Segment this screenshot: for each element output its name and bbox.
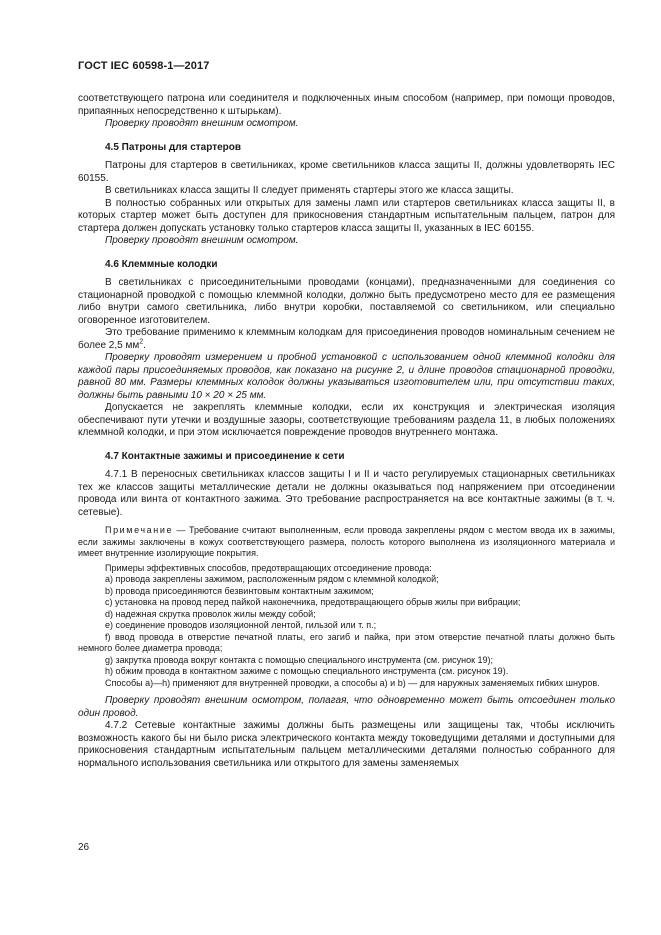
section-4-5-paragraph-2: В светильниках класса защиты II следует применять стартеры этого же класса защиты.	[105, 185, 514, 196]
list-item: b) провода присоединяются безвинтовым контактным зажимом;	[105, 585, 374, 596]
clause-4-7-2: 4.7.2 Сетевые контактные зажимы должны быть размещены или защищены так, чтобы исключить возможность какого бы ни было риска электрического контакта между токоведущими деталями и доступными для прикосновения стандартным испытательным пальцем металлическими деталями полностью собранного для нормального использования светильника или открытого для замены заменяемых	[78, 720, 615, 769]
list-item: c) установка на провод перед пайкой наконечника, предотвращающего обрыв жилы при вибрации;	[105, 597, 521, 607]
list-item: f) ввод провода в отверстие печатной платы, его загиб и пайка, при этом отверстие печатной платы должно быть немного более диаметра провода;	[78, 631, 615, 653]
section-4-6-paragraph-2: Это требование применимо к клеммным колодкам для присоединения проводов номинальным сечением не более 2,5 $мм^2$.	[78, 327, 615, 351]
section-4-5-paragraph-3: В полностью собранных или открытых для замены ламп или стартеров светильниках класса защиты II, в которых стартер может быть доступен для прикосновения стандартным испытательным пальцем, патрон для стартера должен допускать установку только стартеров класса защиты II, указанных в IEC 60155.	[78, 197, 615, 234]
list-item: g) закрутка провода вокруг контакта с помощью специального инструмента (см. рисунок 19);	[105, 654, 494, 665]
list-item: e) соединение проводов изоляционной лентой, гильзой или т. п.;	[105, 620, 377, 630]
document-header: ГОСТ IEC 60598-1—2017	[78, 60, 210, 72]
section-4-6-check: Проверку проводят измерением и пробной установкой с использованием одной клеммной колодки для каждой пары присоединяемых проводов, как показано на рисунке 2, и длине проводов стационарной проводки, равной 80 мм. Размеры клеммных колодок должны указываться изготовителем или, при отсутствии таких, должны быть равными 10 × 20 × 25 мм.	[78, 352, 615, 401]
list-item: а) провода закреплены зажимом, расположенным рядом с клеммной колодкой;	[105, 574, 439, 584]
section-4-6-paragraph-4: Допускается не закреплять клеммные колодки, если их конструкция и электрическая изоляция обеспечивают пути утечки и воздушные зазоры, соответствующие требованиям раздела 11, в любых положениях клеммной колодки, и при этом исключается повреждение проводов внутреннего монтажа.	[78, 402, 615, 438]
section-4-5-check: Проверку проводят внешним осмотром.	[105, 235, 299, 246]
intro-check: Проверку проводят внешним осмотром.	[105, 118, 299, 129]
section-4-6-paragraph-1: В светильниках с присоединительными проводами (концами), предназначенными для соединения со стационарной проводкой с помощью клеммной колодки, должно быть предусмотрено место для ее размещения либо внутри самого светильника, либо внутри коробки, поставляемой со светильником, или специально оговоренное изготовителем.	[78, 277, 615, 326]
section-4-7-heading: 4.7 Контактные зажимы и присоединение к сети	[105, 450, 345, 462]
intro-paragraph: соответствующего патрона или соединителя и подключенных иным способом (например, при помощи проводов, припаянных непосредственно к штырькам).	[78, 93, 615, 117]
note-block	[78, 525, 615, 689]
list-item: d) надежная скрутка проволок жилы между собой;	[105, 608, 316, 619]
clause-4-7-1: 4.7.1 В переносных светильниках классов защиты I и II и часто регулируемых стационарных светильниках тех же классов защиты металлические детали не должны оказываться под напряжением при отсоединении провода или винта от контактного зажима. Это требование распространяется на все контактные зажимы (в т. ч. сетевые).	[78, 469, 615, 518]
section-4-5-paragraph-1: Патроны для стартеров в светильниках, кроме светильников класса защиты II, должны удовлетворять IEC 60155.	[78, 160, 615, 184]
list-item: h) обжим провода в контактном зажиме с помощью специального инструмента (см. рисунок 19).	[105, 666, 509, 676]
page-number: 26	[78, 842, 90, 853]
note-label: Примечание	[105, 525, 174, 535]
note-paragraph: Примечание — Требование считают выполненным, если провода закреплены рядом с местом ввода их в зажимы, если зажимы заключены в кожух соответствующего размера, полость которого выполнена из изоляционного материала и имеет внутренние изолирующие покрытия.	[78, 525, 615, 558]
document-body	[78, 93, 615, 770]
section-4-7-check: Проверку проводят внешним осмотром, полагая, что одновременно может быть отсоединен только один провод.	[78, 695, 615, 719]
section-4-6-heading: 4.6 Клеммные колодки	[105, 258, 218, 270]
section-4-5-heading: 4.5 Патроны для стартеров	[105, 141, 242, 153]
examples-title: Примеры эффективных способов, предотвращающих отсоединение провода:	[105, 562, 432, 573]
methods-paragraph: Способы а)—h) применяют для внутренней проводки, а способы а) и b) — для наружных заменяемых гибких шнуров.	[105, 677, 600, 688]
